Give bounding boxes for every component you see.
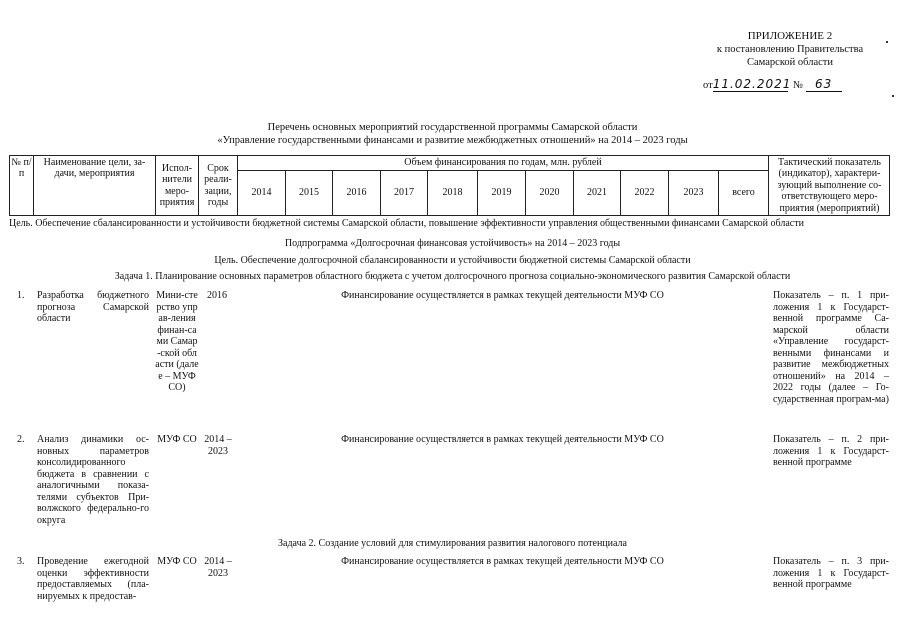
header-indicator: Тактический показатель (индикатор), характери-зующий выполнение со-ответствующего меро-приятия (мероприятий) [777,156,882,214]
appendix-line1: к постановлению Правительства [716,44,864,55]
header-year-total: всего [732,187,755,199]
row-term: 2016 [207,290,227,301]
appendix-title: ПРИЛОЖЕНИЕ 2 [747,30,833,42]
row-number: 1. [17,290,25,301]
header-year: 2020 [539,187,560,199]
table-vline [33,155,34,216]
header-year: 2019 [491,187,512,199]
document-title [0,121,905,147]
row-executor: МУФ СО [157,556,197,567]
row-executor: Мини-стерство управ-ления финан-сами Самар-ской области (далее – МУФ СО) [155,290,199,393]
task-2-heading: Задача 2. Создание условий для стимулирования развития налогового потенциала [278,538,627,549]
decree-number: 63 [806,77,842,92]
document-title-line2: «Управление государственными финансами и развитие межбюджетных отношений» на 2014 – 2023 годы [217,135,688,146]
header-year: 2015 [299,187,319,199]
goal-main: Цель. Обеспечение сбалансированности и устойчивости бюджетной системы Самарской области, повышение эффективности управления общественными финансами Самарской области [9,218,804,229]
header-year: 2021 [587,187,607,199]
row-term: 2014 – 2023 [204,556,232,579]
row-term: 2014 – 2023 [204,434,232,457]
table-vline [889,155,890,216]
row-name: Анализ динамики ос-новных параметров консолидированного бюджета в сравнении с аналогичными показа-телями субъектов При-волжского федерально-го округа [37,434,149,526]
header-year: 2023 [683,187,704,199]
row-financing: Финансирование осуществляется в рамках текущей деятельности МУФ СО [341,556,664,567]
header-year: 2018 [442,187,463,199]
row-executor: МУФ СО [157,434,197,445]
decree-date: 11.02.2021 [712,77,792,91]
header-num: № п/п [11,156,32,179]
header-financing: Объем финансирования по годам, млн. рублей [404,157,602,169]
header-year: 2017 [394,187,414,199]
header-year: 2014 [251,187,272,199]
row-financing: Финансирование осуществляется в рамках текущей деятельности МУФ СО [341,290,664,301]
document-title-line1: Перечень основных мероприятий государственной программы Самарской области [267,122,638,133]
row-indicator: Показатель – п. 1 при-ложения 1 к Государст-венной программе Са-марской области «Управление государст-венными финансами и развитие межбюджетных отношений» на 2014 – 2022 годы (далее – Го-сударственная програм-ма) [773,290,889,405]
header-year: 2022 [634,187,655,199]
row-number: 3. [17,556,25,567]
appendix-block [690,30,890,69]
task-1-heading: Задача 1. Планирование основных параметров областного бюджета с учетом долгосрочного прогноза социально-экономического развития Самарской области [114,271,791,282]
subgoal: Цель. Обеспечение долгосрочной сбалансированности и устойчивости бюджетной системы Самарской области [214,255,691,266]
decree-number-prefix: № [792,80,803,91]
table-border-header-bottom [9,215,890,216]
subprogram-title: Подпрограмма «Долгосрочная финансовая устойчивость» на 2014 – 2023 годы [284,238,621,249]
header-executor: Испол-нители меро-приятия [159,162,195,208]
scan-speck [892,95,894,97]
table-vline [768,155,769,216]
scan-speck [886,41,888,43]
header-name: Наименование цели, за-дачи, мероприятия [43,156,146,179]
row-financing: Финансирование осуществляется в рамках текущей деятельности МУФ СО [341,434,664,445]
decree-prefix: от [703,80,713,91]
row-number: 2. [17,434,25,445]
decree-line [703,77,842,92]
row-name: Разработка бюджетного прогноза Самарской области [37,290,149,324]
row-name: Проведение ежегодной оценки эффективности предоставляемых (пла-нируемых к предостав- [37,556,149,602]
appendix-line2: Самарской области [747,57,833,68]
header-year: 2016 [346,187,367,199]
header-term: Срок реали-зации, годы [204,162,232,208]
row-indicator: Показатель – п. 2 при-ложения 1 к Государст-венной программе [773,434,889,468]
row-indicator: Показатель – п. 3 при-ложения 1 к Государст-венной программе [773,556,889,590]
